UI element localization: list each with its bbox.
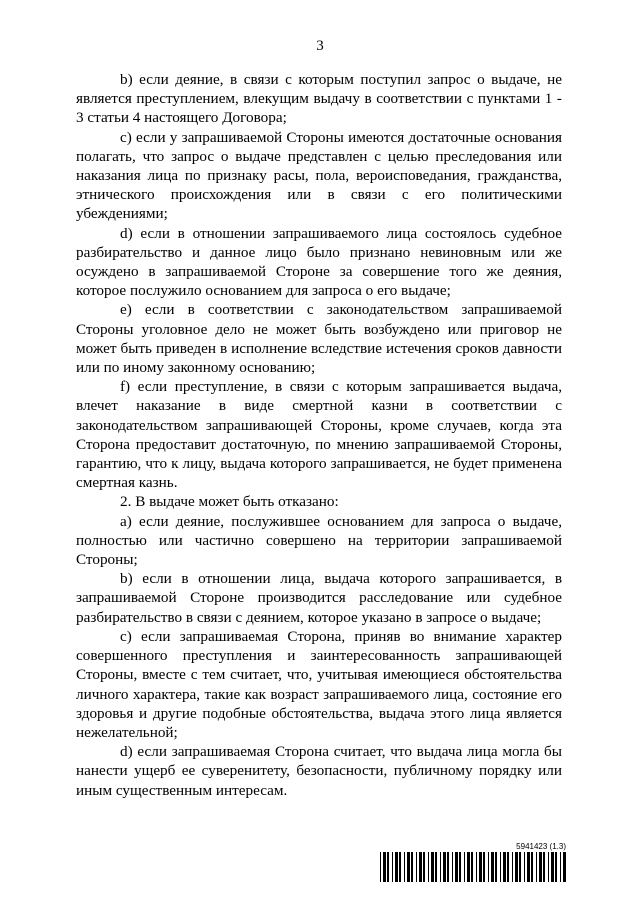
paragraph-2: 2. В выдаче может быть отказано:	[120, 493, 339, 511]
paragraph-1f: f) если преступление, в связи с которым запрашивается выдача, влечет наказание в виде смертной казни в соответствии с законодательством запрашивающей Стороны, кроме случаев, когда эта Сторона предоставит достаточную, по мнению запрашиваемой Стороны, гарантию, что к лицу, выдача которого запрашивается, не будет применена смертная казнь.	[76, 378, 562, 492]
paragraph-2a: a) если деяние, послужившее основанием для запроса о выдаче, полностью или частично совершено на территории запрашиваемой Стороны;	[76, 512, 562, 569]
paragraph-1c: c) если у запрашиваемой Стороны имеются достаточные основания полагать, что запрос о выдаче представлен с целью преследования или наказания лица по признаку расы, пола, вероисповедания, гражданства, этнического происхождения или в связи с его политическими убеждениями;	[76, 128, 562, 223]
document-footer	[380, 842, 566, 884]
paragraph-2b: b) если в отношении лица, выдача которого запрашивается, в запрашиваемой Стороне производится расследование или судебное разбирательство в связи с деянием, которое указано в запросе о выдаче;	[76, 570, 562, 626]
paragraph-1b: b) если деяние, в связи с которым поступил запрос о выдаче, не является преступлением, влекущим выдачу в соответствии с пунктами 1 - 3 статьи 4 настоящего Договора;	[76, 71, 562, 127]
document-code: 5941423 (1.3)	[516, 842, 566, 851]
paragraph-1e: e) если в соответствии с законодательством запрашиваемой Стороны уголовное дело не может быть возбуждено или приговор не может быть приведен в исполнение вследствие истечения сроков давности или по иному законному основанию;	[76, 301, 562, 377]
barcode-icon	[380, 852, 566, 882]
paragraph-2c: c) если запрашиваемая Сторона, приняв во внимание характер совершенного преступления и заинтересованность запрашивающей Стороны, вместе с тем считает, что, учитывая имеющиеся обстоятельства личного характера, такие как возраст запрашиваемого лица, состояние его здоровья и другие подобные обстоятельства, выдача этого лица является нежелательной;	[76, 627, 562, 741]
paragraph-1d: d) если в отношении запрашиваемого лица состоялось судебное разбирательство и данное лицо было признано невиновным или же осуждено в запрашиваемой Стороне за совершение того же деяния, которое послужило основанием для запроса о его выдаче;	[76, 224, 562, 300]
document-body	[76, 70, 562, 800]
paragraph-2d: d) если запрашиваемая Сторона считает, что выдача лица могла бы нанести ущерб ее суверенитету, безопасности, публичному порядку или иным существенным интересам.	[76, 743, 562, 799]
page-number: 3	[316, 38, 324, 54]
